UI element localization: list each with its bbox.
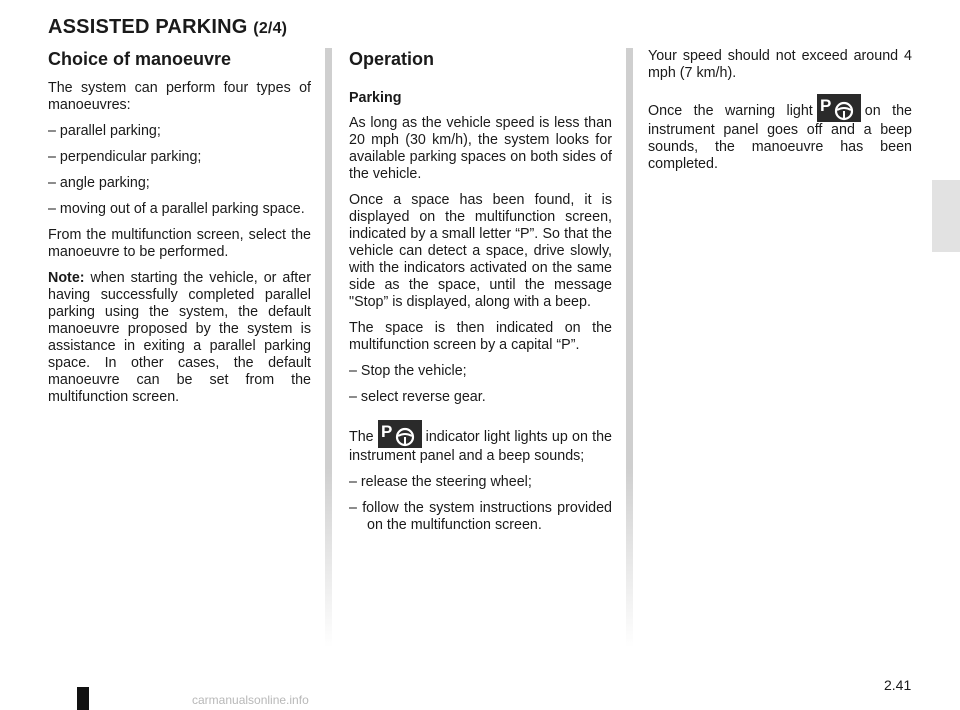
list-item: – parallel parking;	[48, 123, 161, 139]
list-item: – release the steering wheel;	[349, 474, 532, 490]
page-number: 2.41	[884, 677, 912, 693]
paragraph-select: From the multifunction screen, select the manoeuvre to be performed.	[48, 227, 311, 260]
paragraph-note	[48, 270, 311, 406]
list-item: – Stop the vehicle;	[349, 363, 467, 379]
page-title	[48, 16, 287, 39]
section-heading-operation: Operation	[349, 49, 435, 69]
warning-text-after: on the instrument panel goes off and a beep sounds, the manoeuvre has been completed.	[648, 103, 912, 172]
section-tab	[932, 180, 960, 252]
list-item: – angle parking;	[48, 175, 150, 191]
park-assist-icon	[817, 94, 861, 122]
column-divider-1	[325, 48, 332, 648]
paragraph-max-speed: Your speed should not exceed around 4 mph (7 km/h).	[648, 48, 912, 81]
paragraph-speed: As long as the vehicle speed is less than 20 mph (30 km/h), the system looks for available parking spaces on both sides of the vehicle.	[349, 115, 612, 182]
svg-text:P: P	[380, 422, 392, 441]
paragraph-indicator	[349, 420, 612, 465]
list-item: – follow the system instructions provided on the multifunction screen.	[349, 500, 612, 533]
title-text: ASSISTED PARKING	[48, 16, 248, 38]
note-label: Note:	[48, 270, 85, 286]
note-text: when starting the vehicle, or after having successfully completed parallel parking using the system, the default manoeuvre proposed by the system is assistance in exiting a parallel parking space. In other cases, the default manoeuvre can be set from the multifunction screen.	[48, 270, 311, 405]
warning-text-before: Once the warning light	[648, 103, 813, 119]
list-item: – perpendicular parking;	[48, 149, 202, 165]
paragraph-capital-p: The space is then indicated on the multifunction screen by a capital “P”.	[349, 320, 612, 353]
watermark-text: carmanualsonline.info	[192, 693, 309, 707]
subheading-parking: Parking	[349, 90, 402, 106]
svg-text:P: P	[819, 96, 832, 115]
paragraph-space-found: Once a space has been found, it is displayed on the multifunction screen, indicated by a small letter “P”. So that the vehicle can detect a space, drive slowly, with the indicators activated on the same side as the space, until the message "Stop” is displayed, along with a beep.	[349, 192, 612, 310]
column-divider-2	[626, 48, 633, 648]
title-page-of: (2/4)	[253, 20, 288, 37]
list-item: – select reverse gear.	[349, 389, 486, 405]
section-heading-choice: Choice of manoeuvre	[48, 49, 232, 69]
column-choice-of-manoeuvre	[48, 48, 311, 415]
indicator-text-after: indicator light lights up on the instrument panel and a beep sounds;	[349, 429, 612, 464]
column-operation	[349, 48, 612, 543]
column-continued	[648, 48, 912, 182]
paragraph-completed	[648, 94, 912, 173]
paragraph-intro: The system can perform four types of manoeuvres:	[48, 80, 311, 113]
indicator-text-before: The	[349, 429, 374, 445]
list-item: – moving out of a parallel parking space.	[48, 201, 305, 217]
park-assist-icon	[378, 420, 422, 448]
page-edge-mark	[77, 687, 89, 710]
